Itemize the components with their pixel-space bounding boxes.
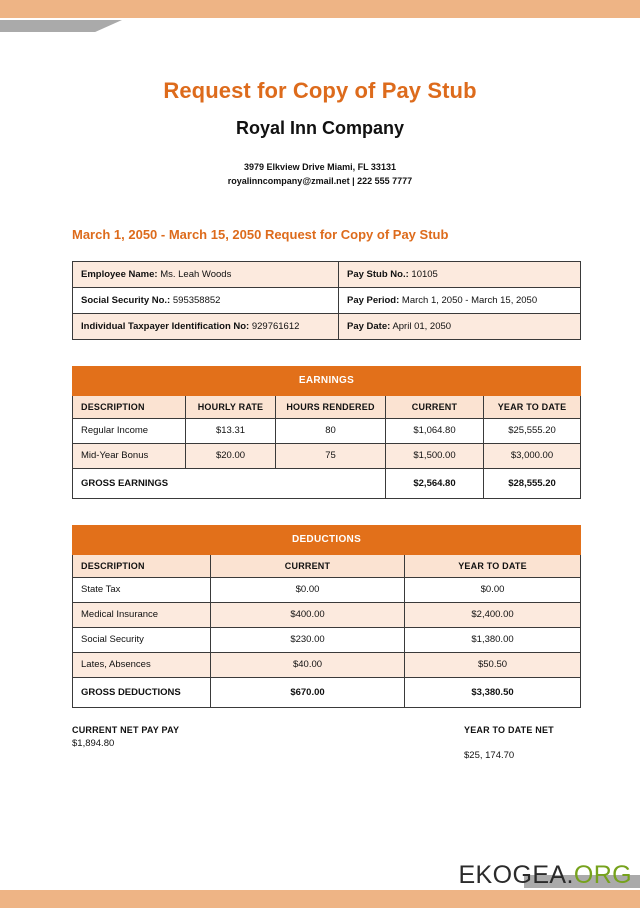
bottom-orange-band <box>0 890 640 908</box>
current-net-pay-value: $1,894.80 <box>72 738 115 750</box>
table-row <box>73 627 581 652</box>
deductions-table <box>72 525 581 708</box>
watermark-logo <box>458 863 632 888</box>
employee-name-cell <box>73 261 339 287</box>
gross-deductions-current: $670.00 <box>211 677 405 707</box>
deductions-banner-row <box>73 525 581 554</box>
company-contact-block <box>0 139 640 189</box>
taxpayer-id-label: Individual Taxpayer Identification No: <box>81 320 250 332</box>
deduction-description: Lates, Absences <box>73 652 211 677</box>
gross-deductions-label: GROSS DEDUCTIONS <box>73 677 211 707</box>
employee-name-label: Employee Name: <box>81 268 158 280</box>
earnings-header-row <box>73 395 581 418</box>
deductions-col-current: CURRENT <box>211 554 405 577</box>
employee-name-value: Ms. Leah Woods <box>160 268 232 280</box>
watermark-name: EKOGEA <box>458 861 567 889</box>
pay-stub-no-cell <box>339 261 581 287</box>
year-to-date-net-value: $25, 174.70 <box>464 750 515 762</box>
gross-deductions-row <box>73 677 581 707</box>
earnings-table <box>72 366 581 499</box>
table-row <box>73 652 581 677</box>
table-row <box>73 443 581 468</box>
earnings-banner-row <box>73 366 581 395</box>
top-orange-band <box>0 0 640 18</box>
earnings-description: Mid-Year Bonus <box>73 443 186 468</box>
earnings-hours-rendered: 75 <box>276 443 386 468</box>
gross-earnings-row <box>73 468 581 498</box>
earnings-banner: EARNINGS <box>73 366 581 395</box>
pay-date-label: Pay Date: <box>347 320 391 332</box>
deduction-year-to-date: $0.00 <box>405 577 581 602</box>
earnings-col-hours-rendered: HOURS RENDERED <box>276 395 386 418</box>
deductions-banner: DEDUCTIONS <box>73 525 581 554</box>
employee-info-table <box>72 261 581 340</box>
earnings-col-description: DESCRIPTION <box>73 395 186 418</box>
current-net-pay-label: CURRENT NET PAY PAY <box>72 724 180 735</box>
year-to-date-net-label: YEAR TO DATE NET <box>464 724 554 735</box>
deduction-description: Medical Insurance <box>73 602 211 627</box>
watermark-dot: . <box>566 861 574 889</box>
social-security-no-cell <box>73 287 339 313</box>
taxpayer-id-value: 929761612 <box>251 320 300 332</box>
gross-earnings-current: $2,564.80 <box>386 468 484 498</box>
deduction-year-to-date: $1,380.00 <box>405 627 581 652</box>
deduction-current: $230.00 <box>211 627 405 652</box>
social-security-no-label: Social Security No.: <box>81 294 171 306</box>
earnings-col-hourly-rate: HOURLY RATE <box>186 395 276 418</box>
deduction-year-to-date: $50.50 <box>405 652 581 677</box>
company-address: 3979 Elkview Drive Miami, FL 33131 <box>244 162 396 172</box>
pay-period-value: March 1, 2050 - March 15, 2050 <box>401 294 538 306</box>
social-security-no-value: 595358852 <box>172 294 221 306</box>
pay-date-value: April 01, 2050 <box>392 320 452 332</box>
deduction-description: State Tax <box>73 577 211 602</box>
deduction-current: $40.00 <box>211 652 405 677</box>
pay-date-cell <box>339 313 581 339</box>
gross-deductions-year-to-date: $3,380.50 <box>405 677 581 707</box>
table-row <box>73 287 581 313</box>
deduction-current: $400.00 <box>211 602 405 627</box>
deduction-current: $0.00 <box>211 577 405 602</box>
current-net-pay-block <box>72 724 272 749</box>
deduction-description: Social Security <box>73 627 211 652</box>
table-row <box>73 577 581 602</box>
earnings-year-to-date: $25,555.20 <box>484 418 581 443</box>
table-row <box>73 261 581 287</box>
earnings-hourly-rate: $13.31 <box>186 418 276 443</box>
earnings-description: Regular Income <box>73 418 186 443</box>
pay-stub-no-label: Pay Stub No.: <box>347 268 409 280</box>
net-pay-summary <box>72 724 580 784</box>
earnings-col-current: CURRENT <box>386 395 484 418</box>
company-name: Royal Inn Company <box>235 118 405 138</box>
earnings-col-year-to-date: YEAR TO DATE <box>484 395 581 418</box>
deductions-col-description: DESCRIPTION <box>73 554 211 577</box>
deductions-col-year-to-date: YEAR TO DATE <box>405 554 581 577</box>
table-row <box>73 602 581 627</box>
gross-earnings-label: GROSS EARNINGS <box>73 468 386 498</box>
year-to-date-net-block <box>464 724 624 761</box>
taxpayer-id-cell <box>73 313 339 339</box>
watermark-tld: ORG <box>573 861 632 889</box>
table-row <box>73 313 581 339</box>
earnings-hours-rendered: 80 <box>276 418 386 443</box>
earnings-hourly-rate: $20.00 <box>186 443 276 468</box>
earnings-year-to-date: $3,000.00 <box>484 443 581 468</box>
company-contact-line: royalinncompany@zmail.net | 222 555 7777 <box>227 175 413 186</box>
earnings-current: $1,500.00 <box>386 443 484 468</box>
table-row <box>73 418 581 443</box>
pay-period-cell <box>339 287 581 313</box>
pay-period-label: Pay Period: <box>347 294 400 306</box>
earnings-current: $1,064.80 <box>386 418 484 443</box>
pay-stub-no-value: 10105 <box>411 268 438 280</box>
page-title: Request for Copy of Pay Stub <box>163 78 477 103</box>
gross-earnings-year-to-date: $28,555.20 <box>484 468 581 498</box>
deduction-year-to-date: $2,400.00 <box>405 602 581 627</box>
deductions-header-row <box>73 554 581 577</box>
pay-period-heading: March 1, 2050 - March 15, 2050 Request for Copy of Pay Stub <box>72 226 449 242</box>
